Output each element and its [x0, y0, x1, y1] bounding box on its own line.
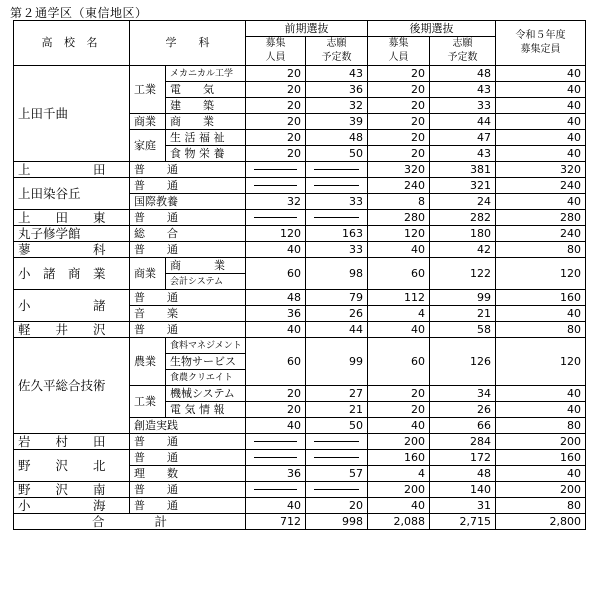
admissions-table [13, 20, 586, 530]
school-name: 上 田 [14, 162, 130, 178]
table-row: 音 楽 36 26 4 21 40 [14, 306, 586, 322]
header-school: 高 校 名 [14, 21, 130, 66]
header-late-boshu: 募集 人員 [368, 37, 430, 66]
table-row: 上 田 普 通 320 381 320 [14, 162, 586, 178]
dept-name: 生物サービス [166, 354, 246, 370]
header-course: 学 科 [130, 21, 246, 66]
dept-name: 電 気 [166, 82, 246, 98]
dash-mark [254, 185, 297, 186]
dept-name: 会計システム [166, 274, 246, 290]
table-row: 佐久平総合技術 農業 食料マネジメント 60 99 60 126 120 [14, 338, 586, 354]
dept-name: 電 気 情 報 [166, 402, 246, 418]
dept-name: 普 通 [130, 242, 246, 258]
group-name: 工業 [130, 66, 166, 114]
dash-mark [314, 489, 359, 490]
dash-mark [314, 441, 359, 442]
group-name: 商業 [130, 258, 166, 290]
table-row: 小 諸 商 業 商業 商 業 60 98 60 122 120 [14, 258, 586, 274]
total-row: 合 計 712 998 2,088 2,715 2,800 [14, 514, 586, 530]
total-label: 合 計 [14, 514, 246, 530]
header-late: 後期選抜 [368, 21, 496, 37]
school-name: 丸子修学館 [14, 226, 130, 242]
school-name: 上田千曲 [14, 66, 130, 162]
school-name: 蓼 科 [14, 242, 130, 258]
dept-name: 普 通 [130, 290, 246, 306]
group-name: 商業 [130, 114, 166, 130]
table-caption: 第２通学区（東信地区） [10, 6, 148, 20]
table-row: 工業 機械システム 20 27 20 34 40 [14, 386, 586, 402]
header-early: 前期選抜 [246, 21, 368, 37]
dept-name: 普 通 [130, 178, 246, 194]
dept-name: 商 業 [166, 258, 246, 274]
table-row: 家庭 生 活 福 祉 20 48 20 47 40 [14, 130, 586, 146]
dept-name: メカニカル工学 [166, 66, 246, 82]
table-row: 商業 商 業 20 39 20 44 40 [14, 114, 586, 130]
dash-mark [254, 217, 297, 218]
table-row: 野 沢 南 普 通 200 140 200 [14, 482, 586, 498]
school-name: 上田染谷丘 [14, 178, 130, 210]
table-row: 蓼 科 普 通 40 33 40 42 80 [14, 242, 586, 258]
table-row: 丸子修学館 総 合 120 163 120 180 240 [14, 226, 586, 242]
school-name: 上 田 東 [14, 210, 130, 226]
dept-name: 普 通 [130, 210, 246, 226]
dept-name: 食 物 栄 養 [166, 146, 246, 162]
dash-mark [314, 217, 359, 218]
table-row: 上田染谷丘 普 通 240 321 240 [14, 178, 586, 194]
header-capacity: 令和５年度 募集定員 [496, 21, 586, 66]
table-row: 建 築 20 32 20 33 40 [14, 98, 586, 114]
dept-name: 商 業 [166, 114, 246, 130]
table-row: 電 気 20 36 20 43 40 [14, 82, 586, 98]
table-row: 食 物 栄 養 20 50 20 43 40 [14, 146, 586, 162]
table-row: 小 海 普 通 40 20 40 31 80 [14, 498, 586, 514]
header-early-shigan: 志願 予定数 [306, 37, 368, 66]
school-name: 小 諸 商 業 [14, 258, 130, 290]
dash-mark [254, 441, 297, 442]
dept-name: 生 活 福 祉 [166, 130, 246, 146]
dash-mark [254, 457, 297, 458]
dash-mark [314, 457, 359, 458]
table-row: 上田千曲 工業 メカニカル工学 20 43 20 48 40 [14, 66, 586, 82]
dept-name: 音 楽 [130, 306, 246, 322]
school-name: 野 沢 南 [14, 482, 130, 498]
school-name: 野 沢 北 [14, 450, 130, 482]
dash-mark [314, 169, 359, 170]
school-name: 佐久平総合技術 [14, 338, 130, 434]
group-name: 工業 [130, 386, 166, 418]
table-row: 小 諸 普 通 48 79 112 99 160 [14, 290, 586, 306]
dept-name: 建 築 [166, 98, 246, 114]
table-row: 岩 村 田 普 通 200 284 200 [14, 434, 586, 450]
dept-name: 理 数 [130, 466, 246, 482]
dash-mark [314, 185, 359, 186]
table-row: 野 沢 北 普 通 160 172 160 [14, 450, 586, 466]
table-row: 軽 井 沢 普 通 40 44 40 58 80 [14, 322, 586, 338]
dept-name: 普 通 [130, 482, 246, 498]
table-row: 理 数 36 57 4 48 40 [14, 466, 586, 482]
school-name: 岩 村 田 [14, 434, 130, 450]
dept-name: 普 通 [130, 498, 246, 514]
dept-name: 総 合 [130, 226, 246, 242]
table-row: 電 気 情 報 20 21 20 26 40 [14, 402, 586, 418]
dash-mark [254, 489, 297, 490]
header-late-shigan: 志願 予定数 [430, 37, 496, 66]
header-early-boshu: 募集 人員 [246, 37, 306, 66]
school-name: 小 諸 [14, 290, 130, 322]
school-name: 軽 井 沢 [14, 322, 130, 338]
dept-name: 国際教養 [130, 194, 246, 210]
dept-name: 普 通 [130, 450, 246, 466]
dept-name: 普 通 [130, 434, 246, 450]
table-row: 上 田 東 普 通 280 282 280 [14, 210, 586, 226]
school-name: 小 海 [14, 498, 130, 514]
dept-name: 創造実践 [130, 418, 246, 434]
group-name: 農業 [130, 338, 166, 386]
dept-name: 機械システム [166, 386, 246, 402]
dept-name: 普 通 [130, 322, 246, 338]
dept-name: 普 通 [130, 162, 246, 178]
table-row: 国際教養 32 33 8 24 40 [14, 194, 586, 210]
dept-name: 食農クリエイト [166, 370, 246, 386]
dept-name: 食料マネジメント [166, 338, 246, 354]
table-row: 創造実践 40 50 40 66 80 [14, 418, 586, 434]
group-name: 家庭 [130, 130, 166, 162]
dash-mark [254, 169, 297, 170]
